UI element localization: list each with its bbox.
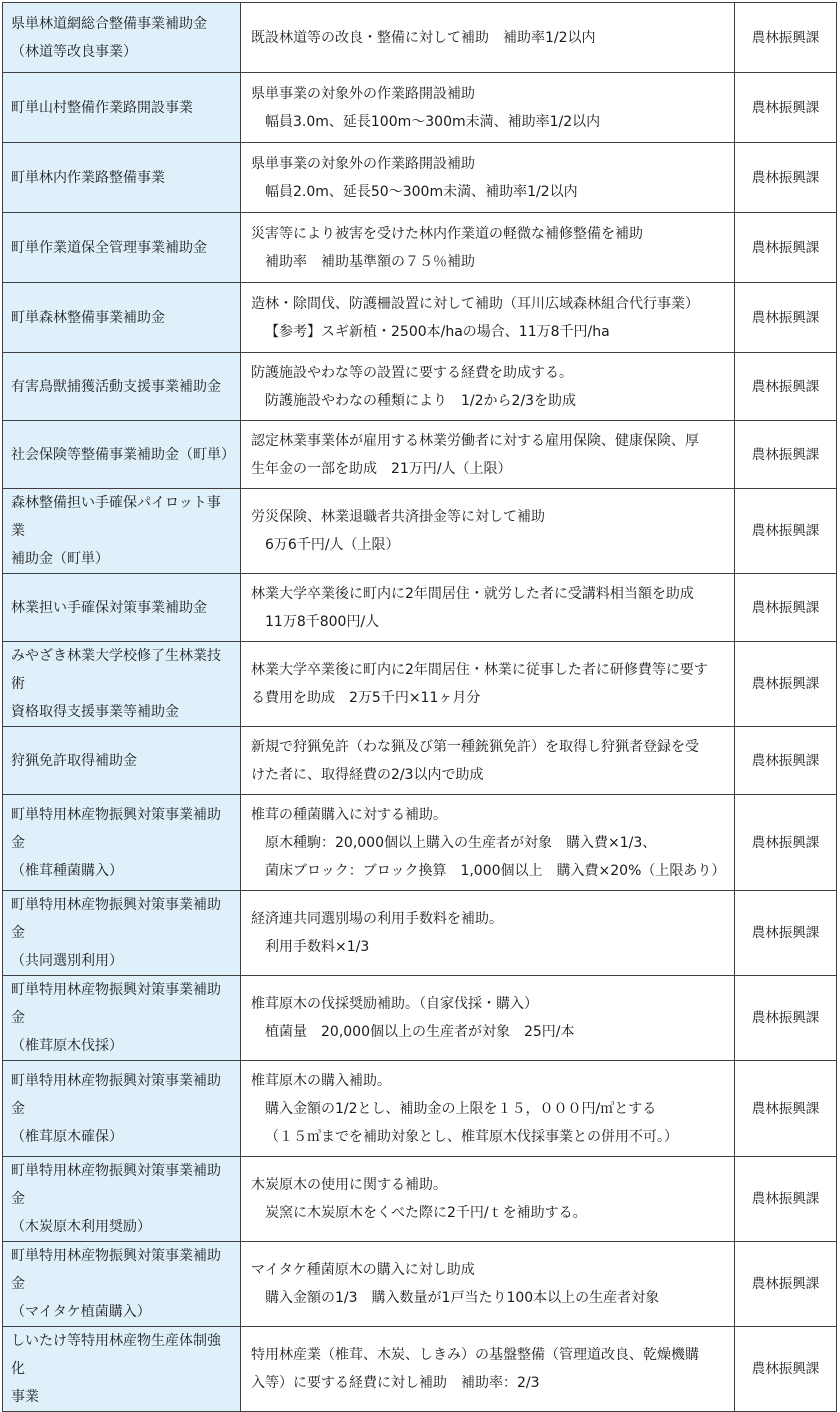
description-line: 造林・除間伐、防護柵設置に対して補助（耳川広域森林組合代行事業） bbox=[251, 295, 699, 312]
description-cell bbox=[241, 283, 735, 353]
description-line: 利用手数料×1/3 bbox=[265, 939, 370, 955]
department-cell: 農林振興課 bbox=[735, 642, 837, 727]
program-name-line: （マイタケ植菌購入） bbox=[11, 1304, 151, 1320]
program-name-line: 町単特用林産物振興対策事業補助金 bbox=[11, 982, 221, 1026]
program-name-cell bbox=[3, 642, 241, 727]
program-name-cell bbox=[3, 489, 241, 574]
program-name-line: 有害鳥獣捕獲活動支援事業補助金 bbox=[11, 378, 221, 395]
program-name-cell bbox=[3, 574, 241, 642]
program-name-line: （木炭原木利用奨励） bbox=[11, 1219, 151, 1235]
description-cell bbox=[241, 1061, 735, 1157]
table-row bbox=[3, 976, 837, 1061]
description-line: 木炭原木の使用に関する補助。 bbox=[251, 1177, 447, 1193]
description-line: 災害等により被害を受けた林内作業道の軽微な補修整備を補助 bbox=[251, 225, 643, 242]
description-line: 【参考】スギ新植・2500本/haの場合、11万8千円/ha bbox=[265, 323, 610, 340]
description-cell bbox=[241, 73, 735, 143]
description-line: 県単事業の対象外の作業路開設補助 bbox=[251, 85, 475, 102]
description-line: 既設林道等の改良・整備に対して補助 補助率1/2以内 bbox=[251, 29, 596, 46]
program-name-line: 町単作業道保全管理事業補助金 bbox=[11, 239, 207, 256]
description-line: 認定林業事業体が雇用する林業労働者に対する雇用保険、健康保険、厚 bbox=[251, 432, 699, 449]
description-cell bbox=[241, 727, 735, 795]
description-line: 林業大学卒業後に町内に2年間居住・就労した者に受講料相当額を助成 bbox=[251, 585, 694, 602]
program-name-cell bbox=[3, 143, 241, 213]
department-cell: 農林振興課 bbox=[735, 976, 837, 1061]
description-line: 植菌量 20,000個以上の生産者が対象 25円/本 bbox=[265, 1024, 575, 1040]
department-cell: 農林振興課 bbox=[735, 891, 837, 976]
program-name-line: 町単特用林産物振興対策事業補助金 bbox=[11, 1163, 221, 1207]
description-cell bbox=[241, 489, 735, 574]
program-name-line: 林業担い手確保対策事業補助金 bbox=[11, 599, 207, 616]
description-line: 椎茸の種菌購入に対する補助。 bbox=[251, 806, 447, 823]
program-name-cell bbox=[3, 3, 241, 73]
table-row bbox=[3, 642, 837, 727]
table-row bbox=[3, 421, 837, 489]
table-row bbox=[3, 143, 837, 213]
program-name-cell bbox=[3, 891, 241, 976]
department-cell: 農林振興課 bbox=[735, 143, 837, 213]
description-line: けた者に、取得経費の2/3以内で助成 bbox=[251, 766, 484, 783]
subsidy-table-body bbox=[3, 3, 837, 1412]
description-line: 防護施設やわなの種類により 1/2から2/3を助成 bbox=[265, 392, 577, 409]
program-name-line: （椎茸原木確保） bbox=[11, 1128, 123, 1145]
description-line: 補助率 補助基準額の７５％補助 bbox=[265, 253, 475, 270]
description-cell bbox=[241, 1242, 735, 1327]
description-line: 原木種駒：20,000個以上購入の生産者が対象 購入費×1/3、 bbox=[265, 834, 657, 851]
department-cell: 農林振興課 bbox=[735, 1327, 837, 1412]
description-line: マイタケ種菌原木の購入に対し助成 bbox=[251, 1262, 475, 1278]
program-name-line: 町単森林整備事業補助金 bbox=[11, 309, 165, 326]
department-cell: 農林振興課 bbox=[735, 73, 837, 143]
table-row bbox=[3, 73, 837, 143]
program-name-line: 町単特用林産物振興対策事業補助金 bbox=[11, 1072, 221, 1117]
table-row bbox=[3, 727, 837, 795]
description-cell bbox=[241, 421, 735, 489]
program-name-line: 補助金（町単） bbox=[11, 551, 109, 567]
program-name-cell bbox=[3, 1061, 241, 1157]
description-line: 購入金額の1/2とし、補助金の上限を１５，０００円/㎥とする bbox=[265, 1100, 657, 1117]
program-name-line: 社会保険等整備事業補助金（町単） bbox=[11, 446, 235, 463]
program-name-cell bbox=[3, 727, 241, 795]
department-cell: 農林振興課 bbox=[735, 574, 837, 642]
table-row bbox=[3, 3, 837, 73]
program-name-cell bbox=[3, 73, 241, 143]
description-line: 幅員3.0m、延長100m～300m未満、補助率1/2以内 bbox=[265, 113, 601, 130]
program-name-line: 町単林内作業路整備事業 bbox=[11, 169, 165, 186]
department-cell: 農林振興課 bbox=[735, 421, 837, 489]
description-cell bbox=[241, 353, 735, 421]
department-cell: 農林振興課 bbox=[735, 3, 837, 73]
description-line: 防護施設やわな等の設置に要する経費を助成する。 bbox=[251, 364, 573, 381]
description-line: 入等）に要する経費に対し補助 補助率：2/3 bbox=[251, 1375, 540, 1391]
department-cell: 農林振興課 bbox=[735, 1242, 837, 1327]
description-cell bbox=[241, 642, 735, 727]
description-line: 経済連共同選別場の利用手数料を補助。 bbox=[251, 911, 503, 927]
table-row bbox=[3, 1242, 837, 1327]
description-line: 椎茸原木の伐採奨励補助。（自家伐採・購入） bbox=[251, 996, 538, 1012]
program-name-cell bbox=[3, 1157, 241, 1242]
table-row bbox=[3, 353, 837, 421]
description-cell bbox=[241, 1157, 735, 1242]
description-line: 労災保険、林業退職者共済掛金等に対して補助 bbox=[251, 509, 545, 525]
program-name-line: 町単山村整備作業路開設事業 bbox=[11, 99, 193, 116]
description-line: 椎茸原木の購入補助。 bbox=[251, 1072, 391, 1089]
program-name-line: 県単林道網総合整備事業補助金 bbox=[11, 15, 207, 32]
program-name-line: （椎茸種菌購入） bbox=[11, 862, 123, 879]
description-line: 特用林産業（椎茸、木炭、しきみ）の基盤整備（管理道改良、乾燥機購 bbox=[251, 1347, 699, 1363]
table-row bbox=[3, 1061, 837, 1157]
description-cell bbox=[241, 976, 735, 1061]
table-row bbox=[3, 891, 837, 976]
description-line: 炭窯に木炭原木をくべた際に2千円/ｔを補助する。 bbox=[265, 1205, 587, 1221]
table-row bbox=[3, 795, 837, 891]
description-line: 幅員2.0m、延長50～300m未満、補助率1/2以内 bbox=[265, 183, 578, 200]
program-name-cell bbox=[3, 1327, 241, 1412]
program-name-cell bbox=[3, 283, 241, 353]
description-line: 菌床ブロック：ブロック換算 1,000個以上 購入費×20%（上限あり） bbox=[265, 862, 726, 879]
table-row bbox=[3, 489, 837, 574]
table-row bbox=[3, 574, 837, 642]
description-cell bbox=[241, 3, 735, 73]
program-name-line: 資格取得支援事業等補助金 bbox=[11, 704, 179, 720]
table-row bbox=[3, 1327, 837, 1412]
program-name-line: しいたけ等特用林産物生産体制強化 bbox=[11, 1333, 221, 1377]
program-name-line: （共同選別利用） bbox=[11, 953, 123, 969]
description-cell bbox=[241, 213, 735, 283]
description-cell bbox=[241, 574, 735, 642]
program-name-cell bbox=[3, 976, 241, 1061]
program-name-cell bbox=[3, 353, 241, 421]
subsidy-table bbox=[2, 2, 837, 1412]
description-line: 新規で狩猟免許（わな猟及び第一種銃猟免許）を取得し狩猟者登録を受 bbox=[251, 738, 699, 755]
program-name-line: 町単特用林産物振興対策事業補助金 bbox=[11, 806, 221, 851]
description-line: （１５㎥までを補助対象とし、椎茸原木伐採事業との併用不可。） bbox=[265, 1128, 678, 1145]
program-name-line: （林道等改良事業） bbox=[11, 43, 137, 60]
program-name-cell bbox=[3, 213, 241, 283]
program-name-line: 森林整備担い手確保パイロット事業 bbox=[11, 495, 221, 539]
department-cell: 農林振興課 bbox=[735, 353, 837, 421]
program-name-cell bbox=[3, 421, 241, 489]
description-cell bbox=[241, 891, 735, 976]
program-name-cell bbox=[3, 795, 241, 891]
description-line: 生年金の一部を助成 21万円/人（上限） bbox=[251, 460, 512, 477]
program-name-line: 町単特用林産物振興対策事業補助金 bbox=[11, 897, 221, 941]
description-line: る費用を助成 2万5千円×11ヶ月分 bbox=[251, 690, 481, 706]
program-name-line: 事業 bbox=[11, 1389, 39, 1405]
table-row bbox=[3, 1157, 837, 1242]
department-cell: 農林振興課 bbox=[735, 795, 837, 891]
department-cell: 農林振興課 bbox=[735, 727, 837, 795]
department-cell: 農林振興課 bbox=[735, 213, 837, 283]
program-name-line: 町単特用林産物振興対策事業補助金 bbox=[11, 1248, 221, 1292]
description-line: 県単事業の対象外の作業路開設補助 bbox=[251, 155, 475, 172]
program-name-line: みやざき林業大学校修了生林業技術 bbox=[11, 648, 221, 692]
department-cell: 農林振興課 bbox=[735, 489, 837, 574]
program-name-line: （椎茸原木伐採） bbox=[11, 1038, 123, 1054]
department-cell: 農林振興課 bbox=[735, 1061, 837, 1157]
description-cell bbox=[241, 795, 735, 891]
description-line: 林業大学卒業後に町内に2年間居住・林業に従事した者に研修費等に要す bbox=[251, 662, 708, 678]
description-cell bbox=[241, 1327, 735, 1412]
department-cell: 農林振興課 bbox=[735, 283, 837, 353]
department-cell: 農林振興課 bbox=[735, 1157, 837, 1242]
description-line: 11万8千800円/人 bbox=[265, 613, 380, 630]
description-line: 購入金額の1/3 購入数量が1戸当たり100本以上の生産者対象 bbox=[265, 1290, 660, 1306]
table-row bbox=[3, 283, 837, 353]
table-row bbox=[3, 213, 837, 283]
program-name-line: 狩猟免許取得補助金 bbox=[11, 752, 137, 769]
description-line: 6万6千円/人（上限） bbox=[265, 537, 400, 553]
program-name-cell bbox=[3, 1242, 241, 1327]
description-cell bbox=[241, 143, 735, 213]
